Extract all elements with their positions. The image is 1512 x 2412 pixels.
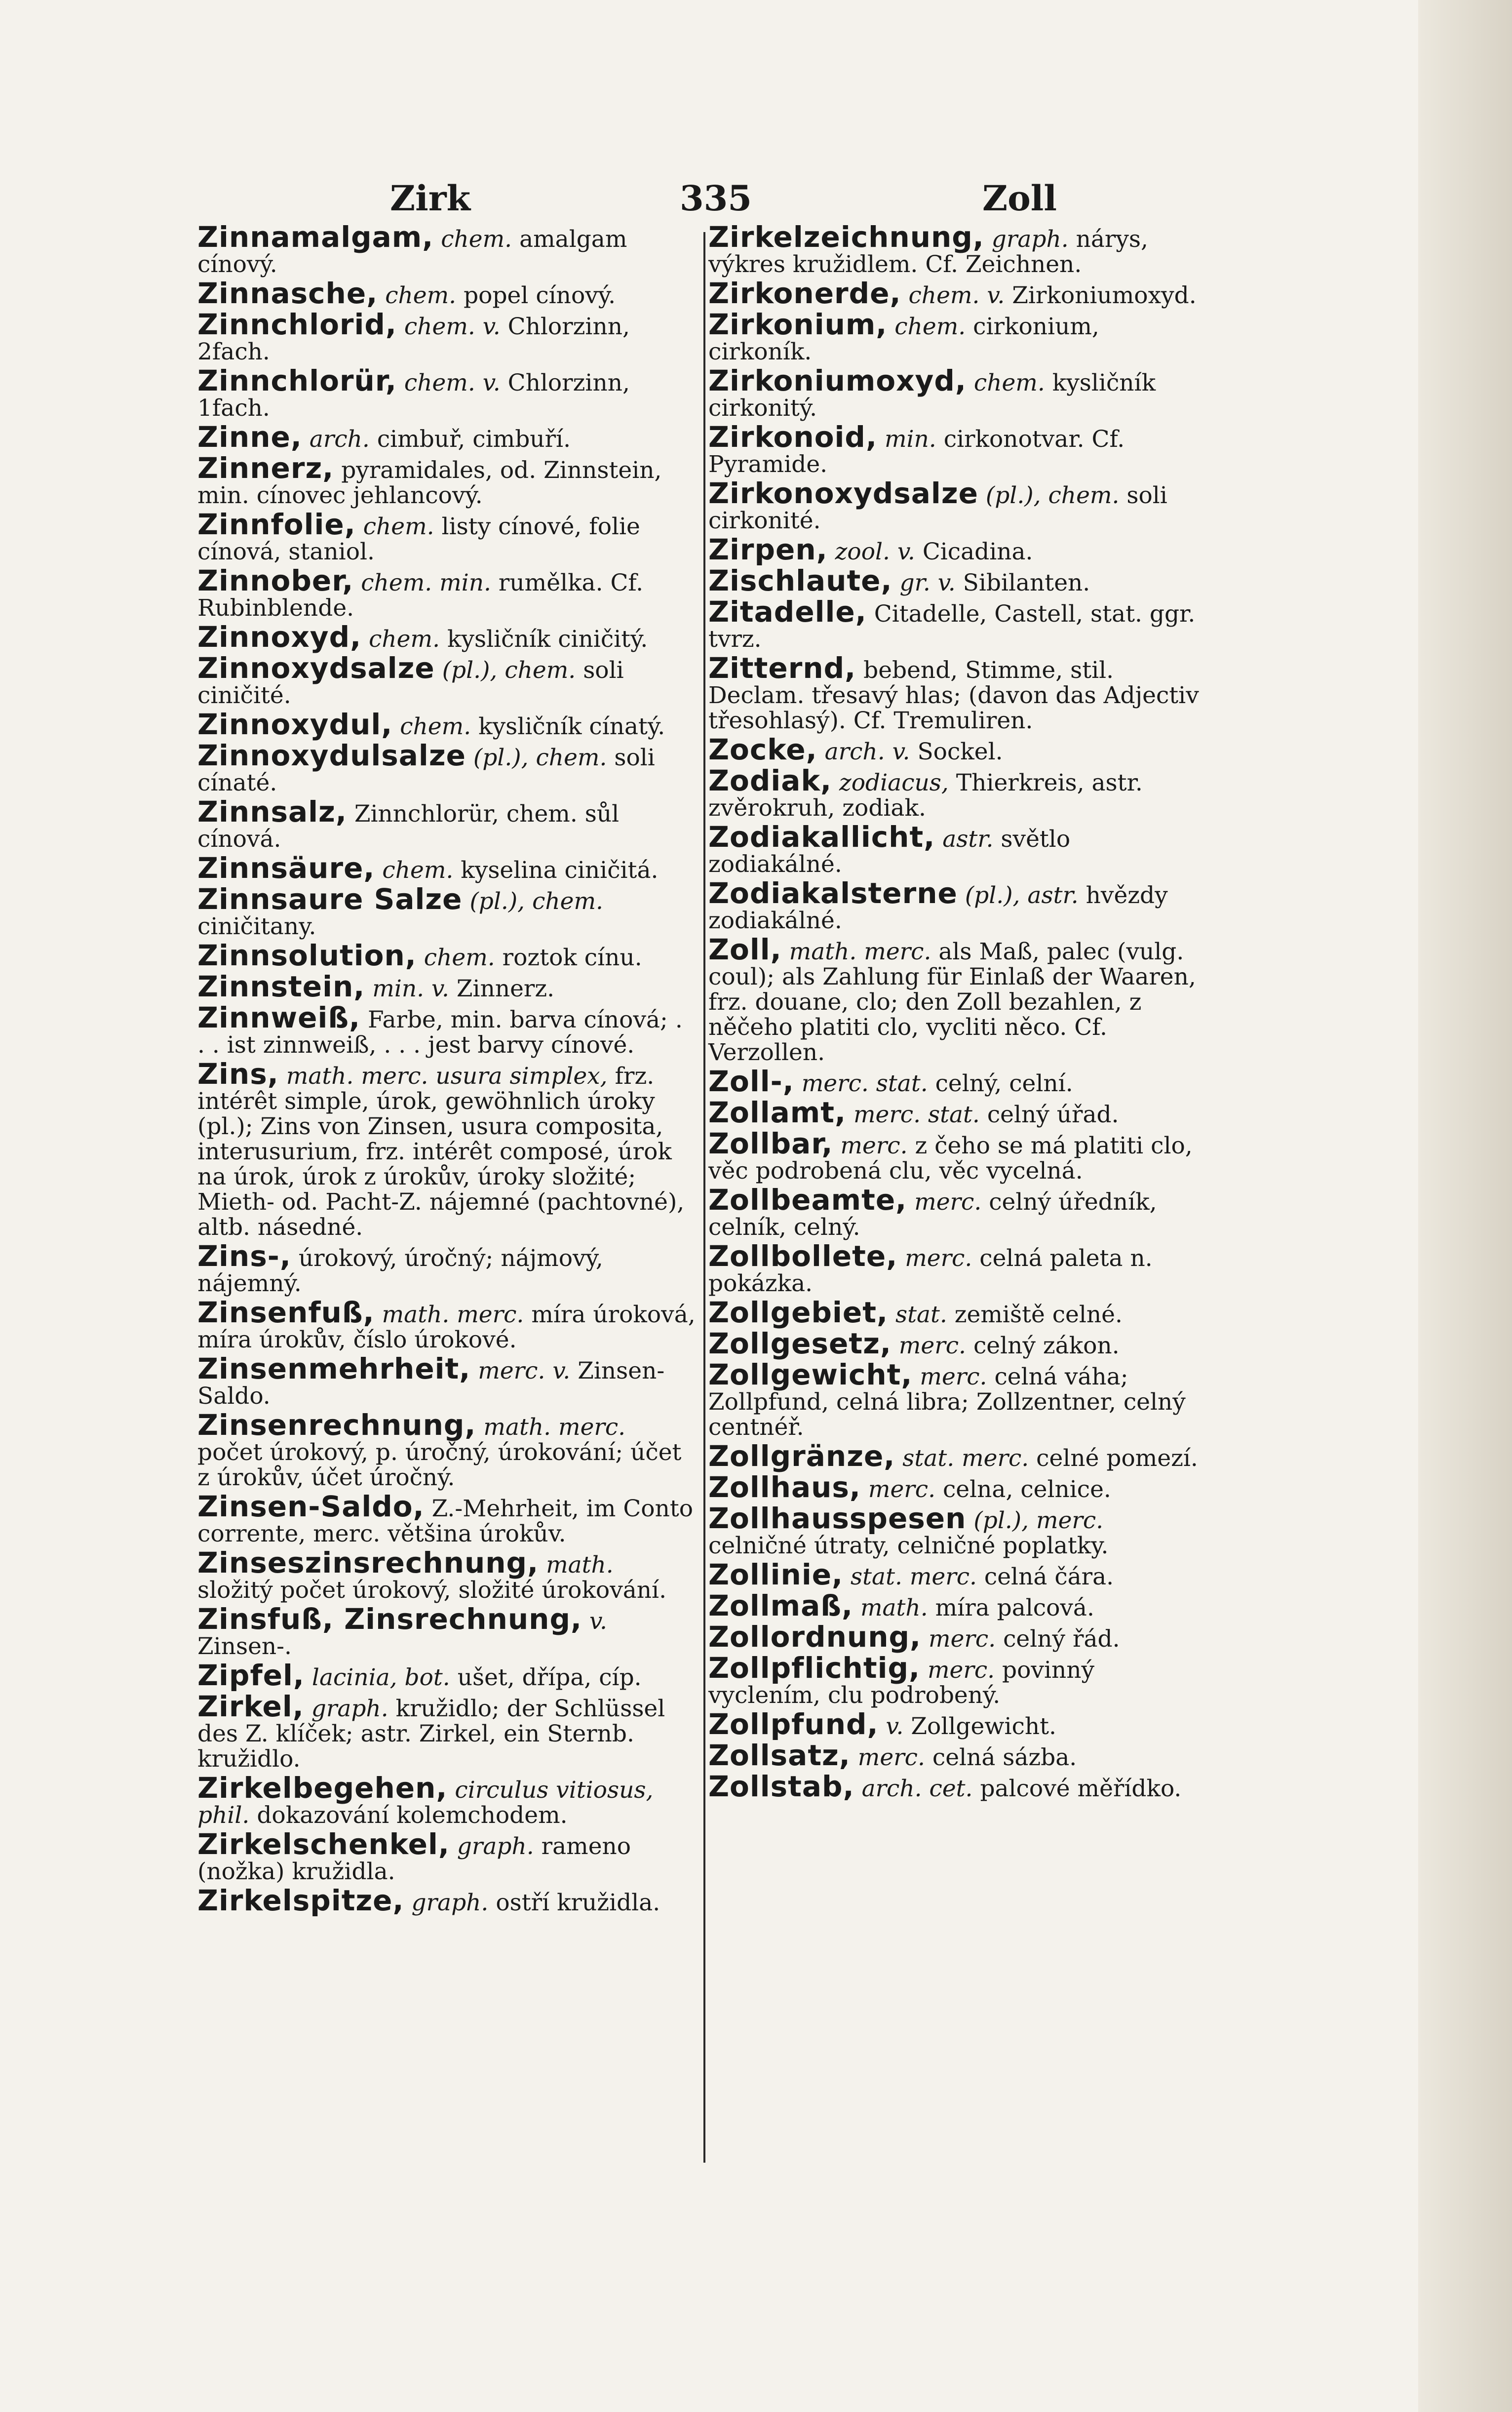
dictionary-entry <box>197 1408 696 1491</box>
definition-text: cirkonium, cirkoník. <box>708 313 1099 365</box>
headword: Zirkel, <box>197 1690 304 1723</box>
dictionary-entry <box>197 939 696 972</box>
dictionary-entry <box>708 733 1207 766</box>
usage-label: chem. <box>363 513 434 540</box>
headword: Zirkelspitze, <box>197 1884 404 1917</box>
dictionary-entry <box>708 308 1207 365</box>
usage-label: arch. cet. <box>861 1775 973 1802</box>
dictionary-entry <box>708 564 1207 597</box>
usage-label: (pl.), astr. <box>965 882 1079 909</box>
headword: Zirkelzeichnung, <box>708 220 984 254</box>
headword: Zinnoxydsalze <box>197 651 435 685</box>
usage-label: merc. <box>905 1245 972 1272</box>
dictionary-entry <box>708 933 1207 1066</box>
usage-label: math. <box>546 1551 614 1579</box>
headword: Zirpen, <box>708 533 828 566</box>
headword: Zinsen-Saldo, <box>197 1490 425 1523</box>
definition-text: Chlorzinn, 1fach. <box>197 369 630 422</box>
dictionary-entry <box>708 1183 1207 1241</box>
dictionary-entry <box>708 277 1207 310</box>
dictionary-entry <box>708 764 1207 822</box>
definition-text: rumělka. Cf. Rubinblende. <box>197 569 644 622</box>
dictionary-entry <box>197 739 696 796</box>
headword: Zinnerz, <box>197 451 334 485</box>
headword: Zinnober, <box>197 564 354 597</box>
usage-label: (pl.), merc. <box>973 1507 1104 1534</box>
definition-text: als Maß, palec (vulg. coul); als Zahlung für Einlaß der Waaren, frz. douane, clo; den Zoll bezahlen, z něčeho platiti clo, vycliti něco. Cf. Verzollen. <box>708 938 1196 1066</box>
usage-label: graph. <box>411 1889 489 1916</box>
definition-text: celná váha; Zollpfund, celná libra; Zollzentner, celný centnéř. <box>708 1363 1186 1441</box>
headword: Zinnstein, <box>197 970 365 1003</box>
dictionary-entry <box>708 1651 1207 1709</box>
dictionary-entry <box>197 220 696 278</box>
definition-text: Farbe, min. barva cínová; . . . ist zinnweiß, . . . jest barvy cínové. <box>197 1006 683 1059</box>
header-right-guide-word: Zoll <box>982 178 1057 219</box>
dictionary-entry <box>708 651 1207 734</box>
definition-text: kysličník cínatý. <box>478 713 665 740</box>
headword: Zirkelbegehen, <box>197 1771 448 1805</box>
definition-text: Z.-Mehrheit, im Conto corrente, merc. většina úrokův. <box>197 1495 694 1547</box>
usage-label: merc. <box>920 1363 987 1390</box>
usage-label: min. v. <box>372 975 449 1002</box>
definition-text: hvězdy zodiakálné. <box>708 882 1168 934</box>
dictionary-entry <box>197 1057 696 1241</box>
headword: Zinnasche, <box>197 277 378 310</box>
definition-text: Zinnchlorür, chem. sůl cínová. <box>197 800 620 853</box>
definition-text: ostří kružidla. <box>496 1889 660 1916</box>
headword: Zins-, <box>197 1239 291 1273</box>
headword: Zinne, <box>197 420 302 454</box>
definition-text: nárys, výkres kružidlem. Cf. Zeichnen. <box>708 226 1148 278</box>
dictionary-entry <box>197 708 696 741</box>
usage-label: chem. <box>382 857 454 884</box>
usage-label: arch. <box>309 426 370 453</box>
dictionary-entry <box>708 420 1207 478</box>
headword: Zirkonoid, <box>708 420 877 454</box>
dictionary-entry <box>708 533 1207 566</box>
header-left-guide-word: Zirk <box>390 178 471 219</box>
headword: Zollordnung, <box>708 1620 922 1654</box>
definition-text: pyramidales, od. Zinnstein, min. cínovec jehlancový. <box>197 457 662 509</box>
headword: Zinnsolution, <box>197 939 417 972</box>
dictionary-entry <box>708 476 1207 534</box>
dictionary-entry <box>197 1690 696 1773</box>
dictionary-entry <box>708 364 1207 422</box>
dictionary-entry <box>708 1065 1207 1098</box>
headword: Zodiakallicht, <box>708 820 935 854</box>
headword: Zoll-, <box>708 1065 794 1098</box>
definition-text: celná čára. <box>984 1563 1114 1590</box>
definition-text: světlo zodiakálné. <box>708 826 1071 878</box>
left-column <box>197 220 696 1919</box>
dictionary-entry <box>197 364 696 422</box>
headword: Zinnsalz, <box>197 795 347 829</box>
right-column <box>708 220 1207 1805</box>
usage-label: v. <box>589 1608 607 1635</box>
dictionary-entry <box>708 1239 1207 1297</box>
definition-text: celný úřad. <box>987 1101 1119 1128</box>
dictionary-entry <box>197 1239 696 1297</box>
definition-text: cirkonotvar. Cf. Pyramide. <box>708 426 1125 478</box>
definition-text: Zinsen-Saldo. <box>197 1357 665 1410</box>
headword: Zinsenmehrheit, <box>197 1352 471 1385</box>
definition-text: celný zákon. <box>973 1332 1120 1359</box>
usage-label: graph. <box>991 226 1069 253</box>
dictionary-entry <box>197 1296 696 1353</box>
headword: Zollpflichtig, <box>708 1651 921 1685</box>
usage-label: chem. <box>973 369 1045 396</box>
headword: Zoll, <box>708 933 782 966</box>
dictionary-entry <box>197 651 696 709</box>
headword: Zollbollete, <box>708 1239 898 1273</box>
headword: Zinnchlorür, <box>197 364 397 397</box>
usage-label: zool. v. <box>835 538 915 565</box>
dictionary-entry <box>197 1659 696 1692</box>
usage-label: min. <box>884 426 936 453</box>
usage-label: v. <box>886 1713 904 1740</box>
headword: Zinseszinsrechnung, <box>197 1546 539 1580</box>
usage-label: stat. merc. <box>851 1563 977 1590</box>
definition-text: Zinsen-. <box>197 1633 292 1660</box>
definition-text: povinný vyclením, clu podrobený. <box>708 1657 1095 1709</box>
usage-label: chem. v. <box>908 282 1005 309</box>
headword: Zirkonerde, <box>708 277 901 310</box>
dictionary-entry <box>197 620 696 654</box>
headword: Zinnoxydul, <box>197 708 393 741</box>
usage-label: chem. <box>369 626 440 653</box>
dictionary-entry <box>708 1770 1207 1803</box>
headword: Zins, <box>197 1057 279 1091</box>
dictionary-entry <box>197 564 696 622</box>
definition-text: celné pomezí. <box>1036 1445 1198 1472</box>
usage-label: math. <box>860 1594 928 1621</box>
running-header <box>0 178 1432 227</box>
definition-text: celný řád. <box>1003 1625 1120 1653</box>
headword: Zitternd, <box>708 651 856 685</box>
definition-text: soli cirkonité. <box>708 482 1167 534</box>
definition-text: úrokový, úročný; nájmový, nájemný. <box>197 1245 603 1297</box>
definition-text: soli cínaté. <box>197 744 655 796</box>
dictionary-entry <box>197 277 696 310</box>
definition-text: celna, celnice. <box>942 1476 1111 1503</box>
usage-label: lacinia, bot. <box>311 1664 450 1691</box>
headword: Zinsfuß, Zinsrechnung, <box>197 1602 582 1636</box>
headword: Zirkoniumoxyd, <box>708 364 967 397</box>
headword: Zollgebiet, <box>708 1296 889 1329</box>
headword: Zollgesetz, <box>708 1327 892 1360</box>
usage-label: chem. <box>424 944 495 971</box>
headword: Zirkonoxydsalze <box>708 476 978 510</box>
usage-label: gr. v. <box>899 569 956 596</box>
dictionary-entry <box>708 1739 1207 1772</box>
headword: Zinnamalgam, <box>197 220 434 254</box>
headword: Zitadelle, <box>708 595 867 629</box>
usage-label: stat. merc. <box>902 1445 1029 1472</box>
headword: Zollamt, <box>708 1096 846 1129</box>
dictionary-entry <box>197 1490 696 1547</box>
dictionary-entry <box>708 1127 1207 1185</box>
dictionary-entry <box>197 420 696 454</box>
definition-text: Thierkreis, astr. zvěrokruh, zodiak. <box>708 769 1143 822</box>
page-edge-bleed <box>1418 0 1512 2412</box>
headword: Zocke, <box>708 733 817 766</box>
definition-text: celná paleta n. pokázka. <box>708 1245 1153 1297</box>
definition-text: soli ciničité. <box>197 657 624 709</box>
dictionary-entry <box>197 851 696 885</box>
usage-label: circulus vitiosus, phil. <box>197 1777 654 1829</box>
dictionary-entry <box>197 1546 696 1604</box>
definition-text: roztok cínu. <box>502 944 642 971</box>
dictionary-entry <box>708 1327 1207 1360</box>
usage-label: graph. <box>457 1833 534 1860</box>
dictionary-entry <box>197 451 696 509</box>
headword: Zollinie, <box>708 1558 844 1591</box>
headword: Zodiak, <box>708 764 832 797</box>
usage-label: merc. v. <box>478 1357 571 1384</box>
definition-text: Chlorzinn, 2fach. <box>197 313 630 365</box>
definition-text: amalgam cínový. <box>197 226 627 278</box>
definition-text: kružidlo; der Schlüssel des Z. klíček; astr. Zirkel, ein Sternb. kružidlo. <box>197 1695 665 1773</box>
definition-text: celničné útraty, celničné poplatky. <box>708 1532 1109 1559</box>
usage-label: merc. <box>898 1332 966 1359</box>
definition-text: rameno (nožka) kružidla. <box>197 1833 631 1885</box>
dictionary-entry <box>708 1707 1207 1741</box>
headword: Zirkelschenkel, <box>197 1827 450 1861</box>
definition-text: celný úředník, celník, celný. <box>708 1188 1157 1241</box>
definition-text: celný, celní. <box>935 1070 1073 1097</box>
usage-label: (pl.), chem. <box>442 657 576 684</box>
dictionary-entry <box>197 1001 696 1059</box>
usage-label: merc. <box>868 1476 936 1503</box>
definition-text: popel cínový. <box>464 282 616 309</box>
dictionary-entry <box>197 308 696 365</box>
dictionary-entry <box>197 1602 696 1660</box>
dictionary-entry <box>708 1470 1207 1504</box>
dictionary-entry <box>708 1558 1207 1591</box>
headword: Zollmaß, <box>708 1589 853 1622</box>
usage-label: astr. <box>942 826 994 853</box>
definition-text: dokazování kolemchodem. <box>257 1802 568 1829</box>
usage-label: merc. <box>929 1625 996 1653</box>
dictionary-entry <box>197 970 696 1003</box>
headword: Zollsatz, <box>708 1739 851 1772</box>
definition-text: celná sázba. <box>932 1744 1077 1771</box>
definition-text: z čeho se má platiti clo, věc podrobená clu, věc vycelná. <box>708 1132 1193 1185</box>
definition-text: kyselina ciničitá. <box>461 857 659 884</box>
definition-text: cimbuř, cimbuří. <box>377 426 571 453</box>
dictionary-entry <box>708 876 1207 934</box>
definition-text: ušet, dřípa, cíp. <box>457 1664 642 1691</box>
dictionary-entry <box>708 1096 1207 1129</box>
column-divider <box>703 232 705 2163</box>
headword: Zinnoxydulsalze <box>197 739 466 772</box>
dictionary-entry <box>197 1884 696 1917</box>
usage-label: chem. v. <box>404 369 501 396</box>
dictionary-entry <box>708 1620 1207 1654</box>
definition-text: frz. intérêt simple, úrok, gewöhnlich úroky (pl.); Zins von Zinsen, usura composita, interusurium, frz. intérêt composé, úrok na úrok, úrok z úrokův, úroky složité; Mieth- od. Pacht-Z. nájemné (pachtovné), altb. násedné. <box>197 1063 685 1241</box>
usage-label: merc. <box>914 1188 982 1216</box>
headword: Zollpfund, <box>708 1707 879 1741</box>
definition-text: palcové měřídko. <box>980 1775 1182 1802</box>
definition-text: Zirkoniumoxyd. <box>1012 282 1197 309</box>
definition-text: Zollgewicht. <box>911 1713 1056 1740</box>
headword: Zollhaus, <box>708 1470 861 1504</box>
usage-label: merc. stat. <box>853 1101 980 1128</box>
dictionary-entry <box>197 795 696 853</box>
headword: Zinnsaure Salze <box>197 882 463 916</box>
dictionary-entry <box>708 1296 1207 1329</box>
dictionary-entry <box>708 820 1207 878</box>
dictionary-entry <box>197 1827 696 1885</box>
definition-text: bebend, Stimme, stil. Declam. třesavý hlas; (davon das Adjectiv třesohlasý). Cf. Tremuliren. <box>708 657 1199 734</box>
headword: Zinnweiß, <box>197 1001 361 1034</box>
definition-text: Zinnerz. <box>456 975 555 1002</box>
usage-label: merc. <box>857 1744 925 1771</box>
definition-text: kysličník ciničitý. <box>447 626 648 653</box>
usage-label: zodiacus, <box>839 769 949 796</box>
usage-label: (pl.), chem. <box>473 744 607 771</box>
headword: Zollbar, <box>708 1127 833 1160</box>
dictionary-entry <box>197 1352 696 1410</box>
usage-label: chem. min. <box>361 569 491 596</box>
dictionary-entry <box>197 508 696 565</box>
headword: Zinsenfuß, <box>197 1296 375 1329</box>
definition-text: složitý počet úrokový, složité úrokování. <box>197 1577 667 1604</box>
usage-label: chem. <box>441 226 512 253</box>
usage-label: stat. <box>895 1301 947 1328</box>
headword: Zinsenrechnung, <box>197 1408 476 1442</box>
definition-text: Cicadina. <box>922 538 1033 565</box>
definition-text: míra palcová. <box>935 1594 1094 1621</box>
headword: Zischlaute, <box>708 564 892 597</box>
definition-text: Sibilanten. <box>963 569 1090 596</box>
usage-label: chem. <box>385 282 457 309</box>
dictionary-entry <box>708 1358 1207 1441</box>
headword: Zollbeamte, <box>708 1183 907 1217</box>
usage-label: chem. <box>894 313 966 340</box>
headword: Zinnchlorid, <box>197 308 397 341</box>
usage-label: math. merc. <box>382 1301 524 1328</box>
headword: Zinnoxyd, <box>197 620 362 654</box>
usage-label: merc. <box>840 1132 908 1159</box>
dictionary-entry <box>197 1771 696 1829</box>
page-number: 335 <box>679 178 752 219</box>
definition-text: Citadelle, Castell, stat. ggr. tvrz. <box>708 600 1196 653</box>
definition-text: zemiště celné. <box>954 1301 1123 1328</box>
usage-label: merc. <box>927 1657 995 1684</box>
dictionary-entry <box>708 220 1207 278</box>
definition-text: míra úroková, míra úrokův, číslo úrokové. <box>197 1301 696 1353</box>
headword: Zollhausspesen <box>708 1502 967 1535</box>
headword: Zodiakalsterne <box>708 876 958 910</box>
definition-text: ciničitany. <box>197 913 316 940</box>
usage-label: arch. v. <box>824 738 910 765</box>
headword: Zollgewicht, <box>708 1358 913 1391</box>
dictionary-entry <box>708 595 1207 653</box>
headword: Zinnfolie, <box>197 508 356 541</box>
headword: Zinnsäure, <box>197 851 375 885</box>
definition-text: kysličník cirkonitý. <box>708 369 1156 422</box>
definition-text: listy cínové, folie cínová, staniol. <box>197 513 640 565</box>
usage-label: chem. <box>400 713 471 740</box>
usage-label: (pl.), chem. <box>985 482 1120 509</box>
usage-label: math. merc. <box>483 1414 626 1441</box>
dictionary-entry <box>708 1439 1207 1473</box>
headword: Zirkonium, <box>708 308 888 341</box>
usage-label: merc. stat. <box>801 1070 928 1097</box>
headword: Zipfel, <box>197 1659 305 1692</box>
headword: Zollgränze, <box>708 1439 895 1473</box>
headword: Zollstab, <box>708 1770 854 1803</box>
usage-label: (pl.), chem. <box>469 888 603 915</box>
usage-label: chem. v. <box>404 313 501 340</box>
usage-label: math. merc. <box>789 938 931 965</box>
definition-text: Sockel. <box>917 738 1003 765</box>
dictionary-entry <box>708 1502 1207 1559</box>
dictionary-entry <box>708 1589 1207 1622</box>
definition-text: počet úrokový, p. úročný, úrokování; účet z úrokův, účet úročný. <box>197 1439 682 1491</box>
usage-label: math. merc. usura simplex, <box>286 1063 608 1090</box>
usage-label: graph. <box>311 1695 388 1722</box>
dictionary-entry <box>197 882 696 940</box>
